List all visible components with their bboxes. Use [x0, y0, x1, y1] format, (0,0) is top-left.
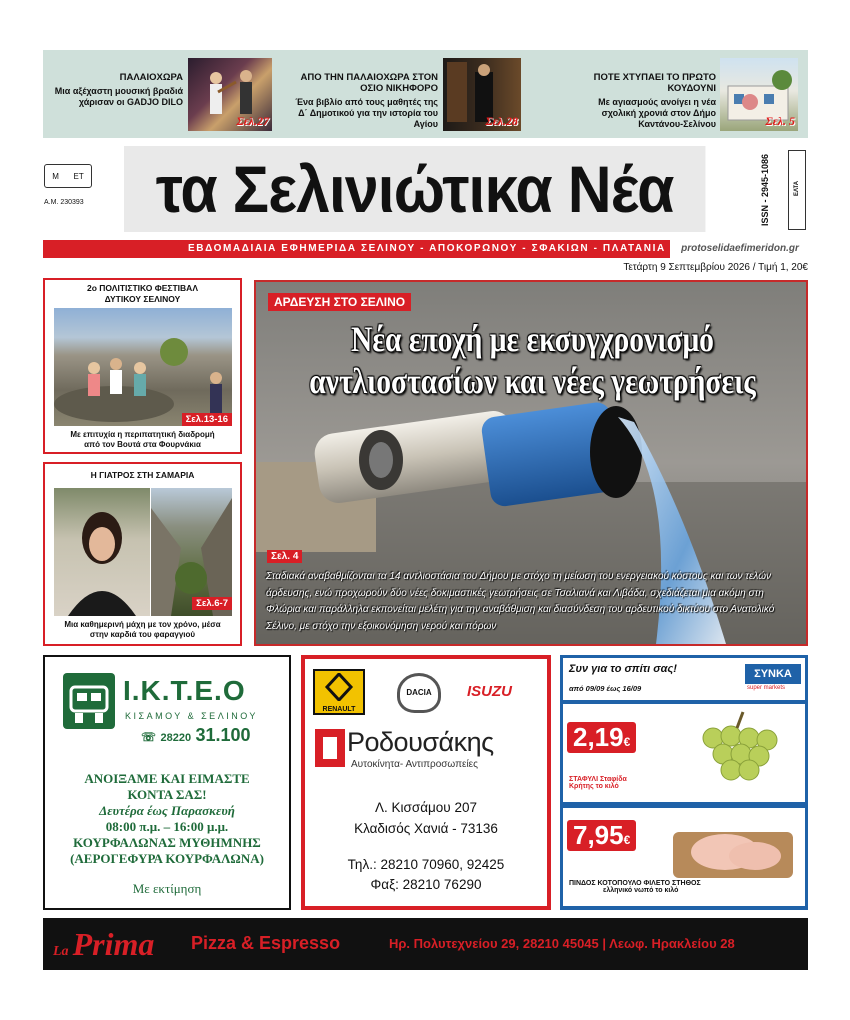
grapes-illustration — [673, 708, 793, 788]
synka-ad[interactable] — [560, 655, 808, 910]
rodo-tel[interactable]: Τηλ.: 28210 70960, 92425 — [347, 857, 505, 872]
car-icon — [63, 673, 115, 729]
teaser-page: Σελ.28 — [485, 114, 518, 128]
main-lead: Σταδιακά αναβαθμίζονται τα 14 αντλιοστάσια του Δήμου με στόχο τη μείωση του ενεργειακού κόστους και των τελών άρδευσης, ενώ προχωρούν δύο νέες δοκιμαστικές γεωτρήσεις σε Τσαλιανά και Λιβάδα, σχεδιάζεται μια ακόμη στη Φλώρια και παράλληλα εκπονείται μελέτη για την αναβάθμιση και διασύνδεση του αρδευτικού δικτύου στο Ανατολικό Σέλινο, με στόχο την εξοικονόμηση νερού και πόρων — [266, 571, 775, 632]
price-value: 7,95 — [573, 820, 624, 850]
ikteo-line-7: Με εκτίμηση — [132, 881, 202, 896]
ikteo-sub: ΚΙΣΑΜΟΥ & ΣΕΛΙΝΟΥ — [125, 711, 258, 721]
la-prima-banner[interactable] — [43, 918, 808, 970]
teaser-title: ΠΟΤΕ ΧΤΥΠΑΕΙ ΤΟ ΠΡΩΤΟ ΚΟΥΔΟΥΝΙ — [593, 72, 716, 94]
hikers-illustration — [54, 308, 232, 426]
doctor-illustration — [54, 488, 150, 616]
offer-label-2: Κρήτης το κιλό — [569, 783, 619, 790]
ikteo-line-5: ΚΟΥΡΦΑΛΩΝΑΣ ΜΥΘΗΜΝΗΣ — [73, 835, 261, 850]
issn: ISSN - 2945-1086 — [760, 153, 770, 226]
synka-offer-1[interactable] — [563, 704, 805, 802]
rodo-address-1: Λ. Κισσάμου 207 — [375, 800, 477, 815]
euro-symbol: € — [623, 833, 631, 847]
teaser-text: Με αγιασμούς ανοίγει η νέα σχολική χρονιά στον Δήμο Καντάνου-Σελίνου — [598, 97, 716, 129]
la-prima-slogan: Pizza & Espresso — [191, 933, 341, 953]
met-right: ΕΤ — [73, 171, 84, 181]
teaser-photo — [720, 58, 798, 131]
ikteo-name: Ι.Κ.Τ.Ε.Ο — [123, 675, 246, 706]
renault-diamond-icon — [324, 673, 354, 701]
met-logo — [44, 164, 92, 188]
rodo-address-2: Κλαδισός Χανιά - 73136 — [354, 821, 498, 836]
offer-label — [569, 776, 627, 790]
main-page: Σελ. 4 — [267, 550, 302, 563]
rodo-fax: Φαξ: 28210 76290 — [370, 877, 482, 892]
met-left: Μ — [52, 171, 59, 181]
price-tag — [567, 820, 636, 851]
side-heading: Η ΓΙΑΤΡΟΣ ΣΤΗ ΣΑΜΑΡΙΑ — [90, 470, 195, 480]
ikteo-line-6: (ΑΕΡΟΓΕΦΥΡΑ ΚΟΥΡΦΑΛΩΝΑ) — [70, 851, 264, 866]
elta-label: ΕΛΤΑ — [794, 180, 800, 196]
ikteo-body — [45, 771, 289, 897]
main-kicker: ΑΡΔΕΥΣΗ ΣΤΟ ΣΕΛΙΝΟ — [268, 293, 411, 311]
watermark: protoselidaefimeridon.gr — [670, 240, 810, 258]
offer-label-1: ΣΤΑΦΥΛΙ Σταφίδα — [569, 776, 627, 783]
ikteo-ad[interactable] — [43, 655, 291, 910]
renault-logo — [313, 669, 365, 715]
synka-header — [563, 658, 805, 700]
rodousakis-ad[interactable] — [301, 655, 551, 910]
teaser-title: ΠΑΛΑΙΟΧΩΡΑ — [119, 72, 183, 83]
isuzu-logo: ISUZU — [467, 683, 512, 700]
main-story[interactable] — [254, 280, 808, 646]
synka-headline: Συν για το σπίτι σας! — [569, 663, 677, 675]
ikteo-line-1: ΑΝΟΙΞΑΜΕ ΚΑΙ ΕΙΜΑΣΤΕ — [84, 771, 250, 786]
elta-stamp — [788, 150, 806, 230]
car-inspection-icon — [63, 673, 115, 729]
price-value: 2,19 — [573, 722, 624, 752]
doctor-photo — [54, 488, 150, 616]
registration-number: Α.Μ. 230393 — [44, 199, 84, 206]
festival-photo — [54, 308, 232, 426]
chicken-fillet-illustration — [663, 812, 799, 882]
rodo-name: Ροδουσάκης — [347, 727, 494, 757]
side-story-samaria[interactable] — [43, 462, 242, 646]
brand-label: RENAULT — [322, 706, 356, 713]
rodo-sub: Αυτοκίνητα- Αντιπροσωπείες — [351, 759, 478, 770]
ikteo-line-2: ΚΟΝΤΑ ΣΑΣ! — [127, 787, 207, 802]
rodo-contact — [305, 855, 547, 895]
logo-prima: Prima — [72, 926, 155, 962]
phone-icon: ☏ — [141, 730, 157, 744]
la-prima-logo — [53, 926, 154, 963]
offer-label-2: ελληνικό νωπό το κιλό — [603, 887, 679, 894]
euro-symbol: € — [623, 735, 631, 749]
ikteo-phone-number: 31.100 — [195, 725, 251, 745]
side-caption — [45, 620, 240, 640]
teaser-page: Σελ.27 — [236, 114, 269, 128]
side-page: Σελ.13-16 — [182, 413, 232, 426]
teaser-1[interactable] — [43, 72, 183, 108]
tagline-bar: ΕΒΔΟΜΑΔΙΑΙΑ ΕΦΗΜΕΡΙΔΑ ΣΕΛΙΝΟΥ - ΑΠΟΚΟΡΩΝΟΥ - ΣΦΑΚΙΩΝ - ΠΛΑΤΑΝΙΑ — [43, 240, 808, 258]
synka-dates: από 09/09 έως 16/09 — [569, 684, 642, 693]
main-headline[interactable] — [266, 318, 799, 402]
side-caption-2: στην καρδιά του φαραγγιού — [89, 630, 196, 639]
main-headline-line-1: Νέα εποχή με εκσυγχρονισμό — [351, 319, 714, 359]
teaser-strip — [43, 50, 808, 138]
issn-block — [756, 146, 808, 232]
rodo-address — [305, 797, 547, 839]
rodo-logo-mark — [315, 729, 345, 767]
dacia-logo: DACIA — [397, 673, 441, 713]
main-headline-line-2: αντλιοστασίων και νέες γεωτρήσεις — [309, 361, 756, 401]
teaser-photo — [188, 58, 272, 131]
ikteo-line-3: Δευτέρα έως Παρασκευή — [99, 803, 235, 818]
synka-offer-2[interactable] — [563, 808, 805, 906]
side-caption-2: από τον Βουτά στα Φουρνάκια — [84, 440, 201, 449]
side-story-festival[interactable] — [43, 278, 242, 454]
side-heading-2: ΔΥΤΙΚΟΥ ΣΕΛΙΝΟΥ — [104, 294, 181, 304]
ikteo-line-4: 08:00 π.μ. – 16:00 μ.μ. — [105, 819, 229, 834]
ikteo-phone[interactable] — [141, 725, 251, 746]
la-prima-address: Ηρ. Πολυτεχνείου 29, 28210 45045 | Λεωφ. Ηρακλείου 28 — [389, 936, 735, 951]
newspaper-title: τα Σελινιώτικα Νέα — [124, 146, 705, 232]
side-heading-1: 2ο ΠΟΛΙΤΙΣΤΙΚΟ ΦΕΣΤΙΒΑΛ — [86, 283, 198, 293]
synka-logo-sub: super markets — [747, 685, 786, 691]
price-tag — [567, 722, 636, 753]
side-caption-1: Μια καθημερινή μάχη με τον χρόνο, μέσα — [64, 620, 221, 629]
side-caption-1: Με επιτυχία η περιπατητική διαδρομή — [70, 430, 215, 439]
teaser-page: Σελ. 5 — [765, 114, 795, 128]
logo-la: La — [53, 944, 69, 959]
offer-label-1: ΠΙΝΔΟΣ ΚΟΤΟΠΟΥΛΟ ΦΙΛΕΤΟ ΣΤΗΘΟΣ — [569, 880, 701, 887]
teaser-2[interactable] — [293, 72, 438, 130]
synka-logo: ΣΥΝΚΑ — [745, 664, 801, 684]
teaser-photo — [443, 58, 521, 131]
side-caption — [45, 430, 240, 450]
gorge-photo — [151, 488, 232, 616]
offer-label — [569, 880, 701, 894]
teaser-3[interactable] — [588, 72, 716, 130]
side-page: Σελ.6-7 — [192, 597, 232, 610]
ikteo-phone-prefix: 28220 — [160, 732, 192, 744]
dateline: Τετάρτη 9 Σεπτεμβρίου 2026 / Τιμή 1, 20€ — [623, 262, 808, 273]
teaser-text: Μια αξέχαστη μουσική βραδιά χάρισαν οι GADJO DILO — [54, 86, 183, 107]
teaser-title: ΑΠΟ ΤΗΝ ΠΑΛΑΙΟΧΩΡΑ ΣΤΟΝ ΟΣΙΟ ΝΙΚΗΦΟΡΟ — [300, 72, 438, 94]
teaser-text: Ένα βιβλίο από τους μαθητές της Δ΄ Δημοτικού για την ιστορία του Αγίου — [295, 97, 438, 129]
